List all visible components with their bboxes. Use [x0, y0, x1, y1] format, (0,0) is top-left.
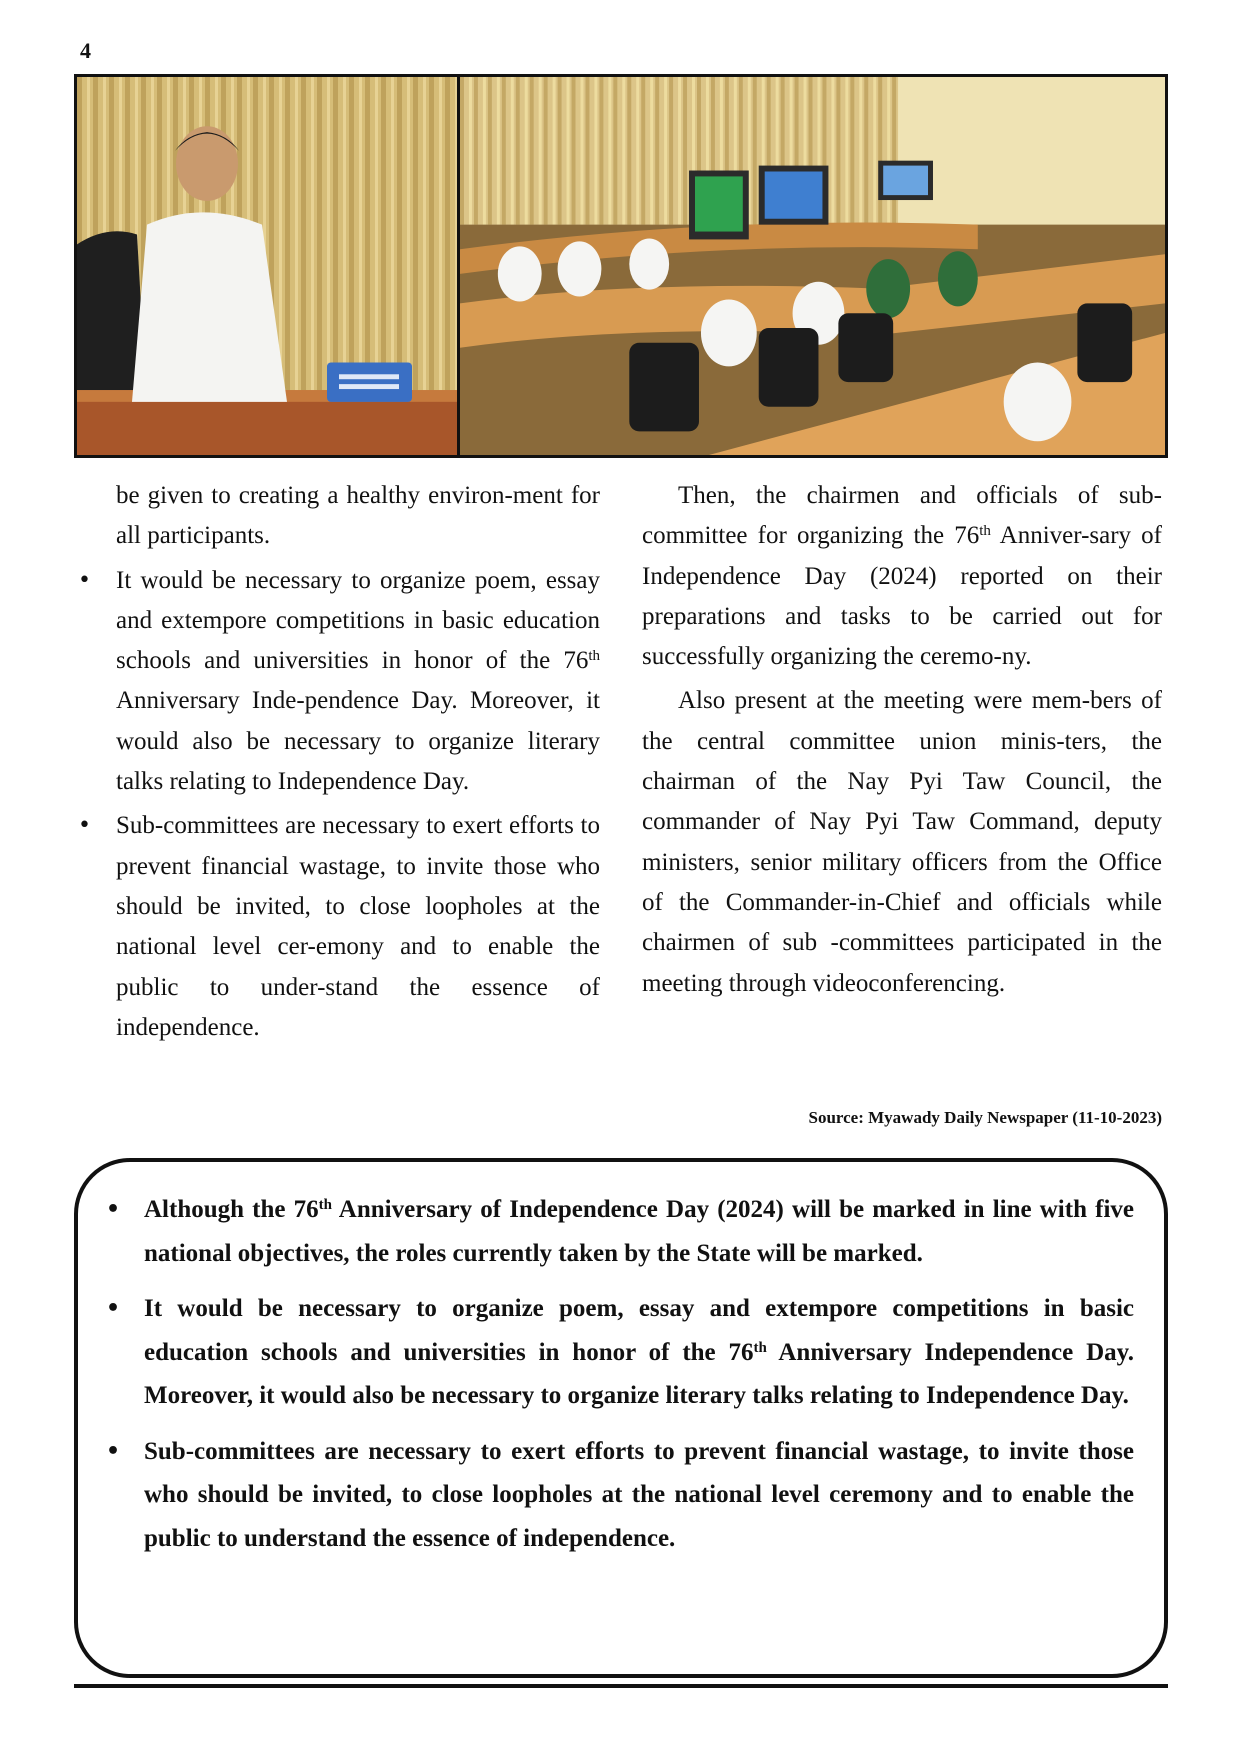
bottom-rule: [74, 1684, 1168, 1688]
right-article-column: [642, 476, 1162, 1008]
left-continuation-text: be given to creating a healthy environ-ment for all participants.: [116, 482, 600, 550]
photo-strip: [74, 74, 1168, 458]
left-bullet-item: • It would be necessary to organize poem, essay and extempore competitions in basic education schools and universities in honor of the 76th Anniversary Inde-pendence Day. Moreover, it would also be necessary to organize literary talks relating to Independence Day.: [116, 561, 600, 803]
page-number: 4: [80, 38, 91, 63]
right-paragraph-2: Also present at the meeting were mem-bers of the central committee union minis-ters, the chairman of the Nay Pyi Taw Council, the commander of Nay Pyi Taw Command, deputy ministers, senior military officers from the Office of the Commander-in-Chief and officials while chairmen of sub -committees participated in the meeting through videoconferencing.: [642, 687, 1162, 997]
left-bullet-list: [116, 561, 600, 1049]
summary-item: • Sub-committees are necessary to exert efforts to prevent financial wastage, to invite those who should be invited, to close loopholes at the national level ceremony and to enable the public to understand the essence of independence.: [144, 1430, 1134, 1561]
left-article-column: [116, 476, 600, 1052]
source-citation: Source: Myawady Daily Newspaper (11-10-2023): [808, 1108, 1162, 1127]
summary-item: • It would be necessary to organize poem, essay and extempore competitions in basic education schools and universities in honor of the 76th Anniversary Independence Day. Moreover, it would also be necessary to organize literary talks relating to Independence Day.: [144, 1287, 1134, 1418]
summary-item: • Although the 76th Anniversary of Independence Day (2024) will be marked in line with five national objectives, the roles currently taken by the State will be marked.: [144, 1188, 1134, 1275]
speaker-photo: [77, 77, 460, 455]
summary-box: [74, 1158, 1168, 1678]
right-paragraph-1: Then, the chairmen and officials of sub-committee for organizing the 76th Anniver-sary of Independence Day (2024) reported on their preparations and tasks to be carried out for successfully organizing the ceremo-ny.: [642, 482, 1163, 671]
meeting-photo: [460, 77, 1165, 455]
summary-bullet-list: [144, 1188, 1134, 1560]
left-bullet-item: • Sub-committees are necessary to exert efforts to prevent financial wastage, to invite those who should be invited, to close loopholes at the national level cer-emony and to enable the public to under-stand the essence of independence.: [116, 806, 600, 1048]
